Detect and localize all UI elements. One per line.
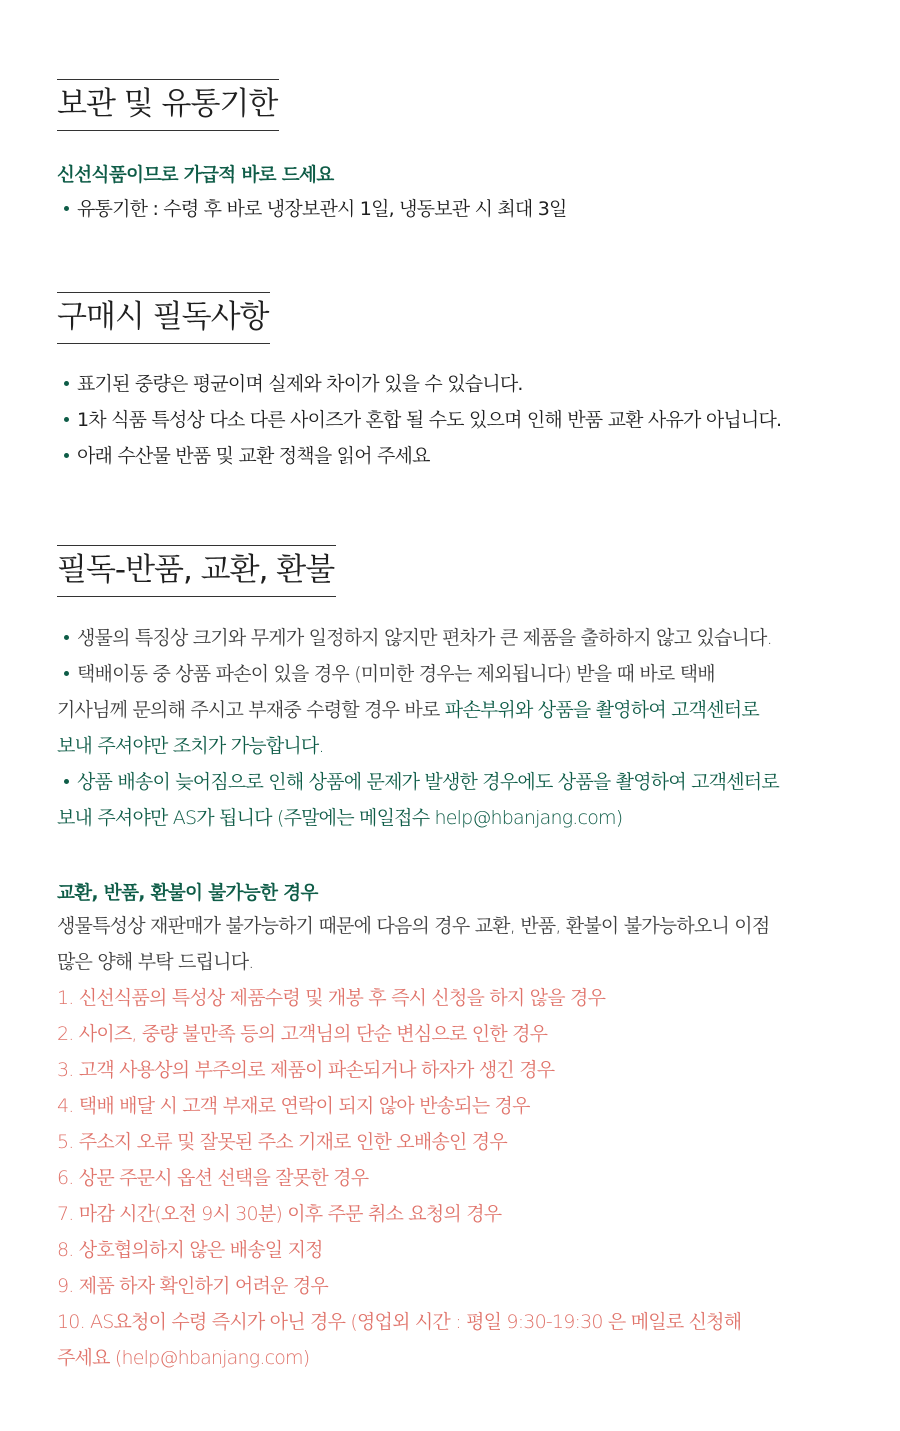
notice-item xyxy=(57,366,523,402)
refund-section-title: 필독-반품, 교환, 환불 xyxy=(57,545,336,597)
case-item: 10. AS요청이 수령 즉시가 아닌 경우 (영업외 시간 : 평일 9:30-19:30 은 메일로 신청해 xyxy=(57,1311,742,1333)
case-item: 1. 신선식품의 특성상 제품수령 및 개봉 후 즉시 신청을 하지 않을 경우 xyxy=(57,987,606,1009)
notice-section-title: 구매시 필독사항 xyxy=(57,292,270,344)
refund-paragraph xyxy=(57,620,772,656)
bullet-icon xyxy=(64,381,69,386)
notice-item xyxy=(57,402,781,438)
bullet-icon xyxy=(64,671,69,676)
bullet-icon xyxy=(64,779,69,784)
bullet-icon xyxy=(64,635,69,640)
refund-paragraph-cont xyxy=(57,692,759,728)
bullet-icon xyxy=(64,206,69,211)
impossible-heading: 교환, 반품, 환불이 불가능한 경우 xyxy=(57,883,318,904)
notice-item-text: 1차 식품 특성상 다소 다른 사이즈가 혼합 될 수도 있으며 인해 반품 교환 사유가 아닙니다. xyxy=(77,409,782,431)
case-item: 5. 주소지 오류 및 잘못된 주소 기재로 인한 오배송인 경우 xyxy=(57,1131,507,1153)
case-item: 9. 제품 하자 확인하기 어려운 경우 xyxy=(57,1275,328,1297)
bullet-icon xyxy=(64,453,69,458)
refund-paragraph-cont: 보내 주셔야만 AS가 됩니다 (주말에는 메일접수 help@hbanjang.com) xyxy=(57,807,623,829)
notice-item xyxy=(57,438,430,474)
refund-emphasis-text: 파손부위와 상품을 촬영하여 고객센터로 xyxy=(444,699,759,721)
case-item-cont: 주세요 (help@hbanjang.com) xyxy=(57,1347,310,1369)
case-item: 7. 마감 시간(오전 9시 30분) 이후 주문 취소 요청의 경우 xyxy=(57,1203,502,1225)
refund-paragraph xyxy=(57,656,715,692)
case-item: 2. 사이즈, 중량 불만족 등의 고객님의 단순 변심으로 인한 경우 xyxy=(57,1023,548,1045)
impossible-desc: 많은 양해 부탁 드립니다. xyxy=(57,951,254,973)
notice-item-text: 표기된 중량은 평균이며 실제와 차이가 있을 수 있습니다. xyxy=(77,373,523,395)
storage-section-title: 보관 및 유통기한 xyxy=(57,79,279,131)
storage-item xyxy=(57,191,567,227)
refund-paragraph-cont: 보내 주셔야만 조치가 가능합니다. xyxy=(57,735,324,757)
notice-item-text: 아래 수산물 반품 및 교환 정책을 읽어 주세요 xyxy=(77,445,430,467)
refund-paragraph-text: 생물의 특징상 크기와 무게가 일정하지 않지만 편차가 큰 제품을 출하하지 않고 있습니다. xyxy=(77,627,772,649)
storage-item-text: 유통기한 : 수령 후 바로 냉장보관시 1일, 냉동보관 시 최대 3일 xyxy=(77,198,567,220)
refund-paragraph xyxy=(57,764,779,800)
refund-paragraph-text: 상품 배송이 늦어짐으로 인해 상품에 문제가 발생한 경우에도 상품을 촬영하여 고객센터로 xyxy=(77,771,779,793)
case-item: 3. 고객 사용상의 부주의로 제품이 파손되거나 하자가 생긴 경우 xyxy=(57,1059,555,1081)
impossible-desc: 생물특성상 재판매가 불가능하기 때문에 다음의 경우 교환, 반품, 환불이 불가능하오니 이점 xyxy=(57,915,770,937)
bullet-icon xyxy=(64,417,69,422)
refund-paragraph-text: 기사님께 문의해 주시고 부재중 수령할 경우 바로 xyxy=(57,699,445,721)
storage-highlight: 신선식품이므로 가급적 바로 드세요 xyxy=(57,165,334,186)
refund-paragraph-text: 택배이동 중 상품 파손이 있을 경우 (미미한 경우는 제외됩니다) 받을 때 바로 택배 xyxy=(77,663,715,685)
case-item: 4. 택배 배달 시 고객 부재로 연락이 되지 않아 반송되는 경우 xyxy=(57,1095,530,1117)
case-item: 6. 상문 주문시 옵션 선택을 잘못한 경우 xyxy=(57,1167,369,1189)
case-item: 8. 상호협의하지 않은 배송일 지정 xyxy=(57,1239,323,1261)
